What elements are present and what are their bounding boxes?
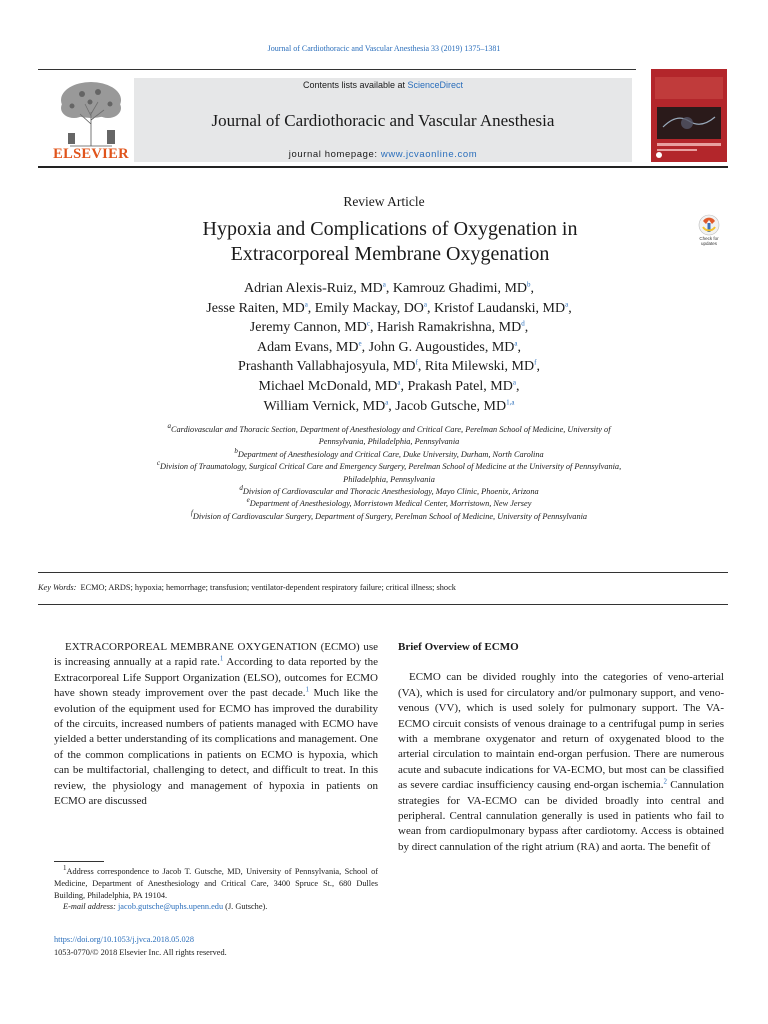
author-affiliation-mark[interactable]: a — [382, 280, 386, 289]
author-affiliation-mark[interactable]: d — [521, 319, 525, 328]
journal-homepage — [134, 149, 632, 160]
author-affiliation-mark[interactable]: a — [304, 299, 308, 308]
footnote-address — [54, 866, 378, 901]
title-line-2: Extracorporeal Membrane Oxygenation — [230, 243, 550, 265]
author-name: , Emily Mackay, DO — [307, 300, 424, 316]
overview-paragraph — [398, 670, 724, 855]
author-name: , Kristof Laudanski, MD — [427, 300, 566, 316]
footnote-email-line — [54, 901, 378, 913]
author-affiliation-mark[interactable]: b — [527, 280, 531, 289]
affiliation-item — [154, 486, 624, 498]
author-name: William Vernick, MD — [263, 398, 386, 414]
author-line — [110, 357, 668, 377]
author-name: , — [517, 339, 522, 355]
author-line — [110, 279, 668, 299]
keywords-top-rule — [38, 572, 728, 573]
homepage-prefix: journal homepage: — [288, 149, 381, 160]
affiliation-mark: c — [156, 459, 160, 468]
affiliation-item — [154, 449, 624, 461]
affiliation-text: Department of Anesthesiology and Critical Care, Duke University, Durham, North Carolina — [237, 449, 544, 459]
crossmark-icon — [693, 214, 725, 236]
author-line — [110, 299, 668, 319]
check-for-updates-label: Check for updates — [699, 236, 719, 246]
author-name: , Rita Milewski, MD — [417, 359, 535, 375]
footnote — [54, 866, 378, 913]
footnote-rule — [54, 861, 104, 862]
affiliation-item — [154, 461, 624, 486]
journal-title: Journal of Cardiothoracic and Vascular Anesthesia — [211, 111, 555, 130]
email-link[interactable]: jacob.gutsche@uphs.upenn.edu — [118, 902, 224, 912]
author-name: Jesse Raiten, MD — [206, 300, 305, 316]
affiliation-mark: f — [190, 509, 193, 518]
author-name: Adrian Alexis-Ruiz, MD — [243, 281, 383, 296]
doi-link[interactable]: https://doi.org/10.1053/j.jvca.2018.05.028 — [54, 935, 194, 944]
affiliation-text: Cardiovascular and Thoracic Section, Department of Anesthesiology and Critical Care, Perelman School of Medicine, University of Pennsylvania, Philadelphia, Pennsylvania — [170, 425, 611, 447]
author-affiliation-mark[interactable]: a — [385, 397, 389, 406]
author-name: , — [536, 359, 540, 375]
ref-1b[interactable]: 1 — [305, 685, 309, 694]
footnote-mark: 1 — [63, 864, 67, 873]
author-name: Michael McDonald, MD — [258, 378, 398, 394]
author-name: , Harish Ramakrishna, MD — [369, 320, 522, 336]
author-name: , — [530, 281, 535, 296]
running-head[interactable]: Journal of Cardiothoracic and Vascular Anesthesia 33 (2019) 1375–1381 — [267, 44, 501, 53]
keywords-bottom-rule — [38, 604, 728, 605]
author-name: , — [568, 300, 572, 316]
right-column — [398, 640, 724, 855]
affiliation-item — [154, 511, 624, 523]
author-affiliation-mark[interactable]: 1,a — [506, 397, 515, 406]
contents-prefix: Contents lists available at — [302, 80, 408, 90]
author-line — [110, 377, 668, 397]
author-name: , Prakash Patel, MD — [400, 378, 513, 394]
email-label: E-mail address: — [63, 902, 118, 912]
affiliation-mark: a — [167, 422, 171, 431]
affiliation-item — [154, 498, 624, 510]
elsevier-tree-logo — [52, 78, 130, 148]
header-rule — [38, 69, 636, 70]
email-suffix: (J. Gutsche). — [223, 902, 268, 912]
intro-text-b: According to data reported by the Extracorporeal Life Support Organization (ELSO), outcomes for ECMO have shown steady improvement over the past decade. — [54, 656, 378, 700]
journal-cover-image — [651, 69, 727, 162]
cover-art — [651, 69, 727, 162]
article-type: Review Article — [343, 194, 425, 209]
intro-paragraph — [54, 640, 378, 809]
intro-text-c: Much like the evolution of the equipment used for ECMO has improved the durability of the circuits, increased numbers of patients managed with ECMO have yielded a better understanding of its complications and management. One of the common complications in patients on ECMO is hypoxia, which can be multifactorial, challenging to detect, and difficult to treat. In this review, the physiology and management of hypoxia in patients on ECMO are discussed — [54, 687, 378, 808]
overview-text-a: ECMO can be divided roughly into the categories of veno-arterial (VA), which is used for circulatory and/or pulmonary support, and veno-venous (VV), which is used solely for pulmonary support. The VA-ECMO circuit consists of venous drainage to a centrifugal pump in series with a membrane oxygenator and return of oxygenated blood to the arterial circulation to maintain end-organ perfusion. There are numerous acute and subacute indications for VA-ECMO, but most can be classified as severe cardiac insufficiency causing end-organ ischemia. — [398, 671, 724, 792]
author-affiliation-mark[interactable]: f — [534, 358, 537, 367]
author-affiliation-mark[interactable]: a — [565, 299, 569, 308]
author-line — [110, 338, 668, 358]
author-name: , — [515, 378, 520, 394]
author-name: Adam Evans, MD — [256, 339, 359, 355]
elsevier-wordmark: ELSEVIER — [53, 146, 129, 162]
author-affiliation-mark[interactable]: c — [366, 319, 370, 328]
keywords-label: Key Words: — [38, 583, 77, 592]
author-name: , Jacob Gutsche, MD — [388, 398, 507, 414]
author-name: Prashanth Vallabhajosyula, MD — [238, 359, 416, 375]
banner-rule — [38, 166, 728, 168]
title-line-1: Hypoxia and Complications of Oxygenation in — [202, 218, 578, 240]
intro-text-a: EXTRACORPOREAL MEMBRANE OXYGENATION (ECMO) use is increasing annually at a rapid rate. — [54, 641, 378, 669]
author-line — [110, 318, 668, 338]
author-affiliation-mark[interactable]: f — [415, 358, 418, 367]
overview-text-b: Cannulation strategies for VA-ECMO can be divided broadly into central and peripheral. Central cannulation generally is used in patients who fail to wean from cardiopulmonary bypass after cardiotomy. Access is obtained by direct cannulation of the right atrium (RA) and aorta. The benefit of — [398, 779, 724, 853]
author-list — [110, 279, 668, 416]
contents-line — [134, 80, 632, 90]
author-affiliation-mark[interactable]: a — [423, 299, 428, 308]
ref-2[interactable]: 2 — [663, 777, 667, 786]
affiliation-mark: e — [246, 496, 250, 505]
author-name: , Kamrouz Ghadimi, MD — [385, 281, 528, 296]
affiliation-text: Division of Cardiovascular and Thoracic Anesthesiology, Mayo Clinic, Phoenix, Arizona — [242, 487, 539, 497]
affiliation-text: Division of Traumatology, Surgical Critical Care and Emergency Surgery, Perelman School of Medicine at the University of Pennsylvania, Philadelphia, Pennsylvania — [159, 462, 622, 484]
author-affiliation-mark[interactable]: a — [512, 378, 516, 387]
author-affiliation-mark[interactable]: a — [397, 378, 401, 387]
keywords — [38, 583, 728, 592]
affiliation-text: Division of Cardiovascular Surgery, Department of Surgery, Perelman School of Medicine, University of Pennsylvania — [192, 511, 588, 521]
issn-copyright: 1053-0770/© 2018 Elsevier Inc. All rights reserved. — [54, 948, 227, 957]
author-line — [110, 397, 668, 417]
affiliation-item — [154, 424, 624, 449]
check-for-updates-button[interactable] — [693, 214, 725, 254]
affiliation-list — [154, 424, 624, 523]
affiliation-mark: d — [239, 484, 243, 493]
author-name: Jeremy Cannon, MD — [249, 320, 367, 336]
homepage-link[interactable]: www.jcvaonline.com — [380, 149, 478, 160]
author-affiliation-mark[interactable]: a — [514, 339, 518, 348]
sciencedirect-link[interactable]: ScienceDirect — [407, 80, 464, 90]
author-affiliation-mark[interactable]: e — [358, 339, 362, 348]
footnote-text: Address correspondence to Jacob T. Gutsche, MD, University of Pennsylvania, School of Medicine, Department of Anesthesiology and Critical Care, 3400 Spruce St., 680 Dulles Building, Philadelphia, PA 19104. — [54, 867, 378, 900]
ref-1[interactable]: 1 — [219, 654, 224, 663]
affiliation-mark: b — [234, 447, 238, 456]
article-title — [80, 217, 700, 267]
left-column — [54, 640, 378, 809]
author-name: , — [524, 320, 529, 336]
keywords-text: ECMO; ARDS; hypoxia; hemorrhage; transfusion; ventilator-dependent respiratory failure; critical illness; shock — [80, 583, 456, 592]
section-heading: Brief Overview of ECMO — [398, 641, 519, 653]
affiliation-text: Department of Anesthesiology, Morristown Medical Center, Morristown, New Jersey — [249, 499, 532, 509]
author-name: , John G. Augoustides, MD — [361, 339, 515, 355]
